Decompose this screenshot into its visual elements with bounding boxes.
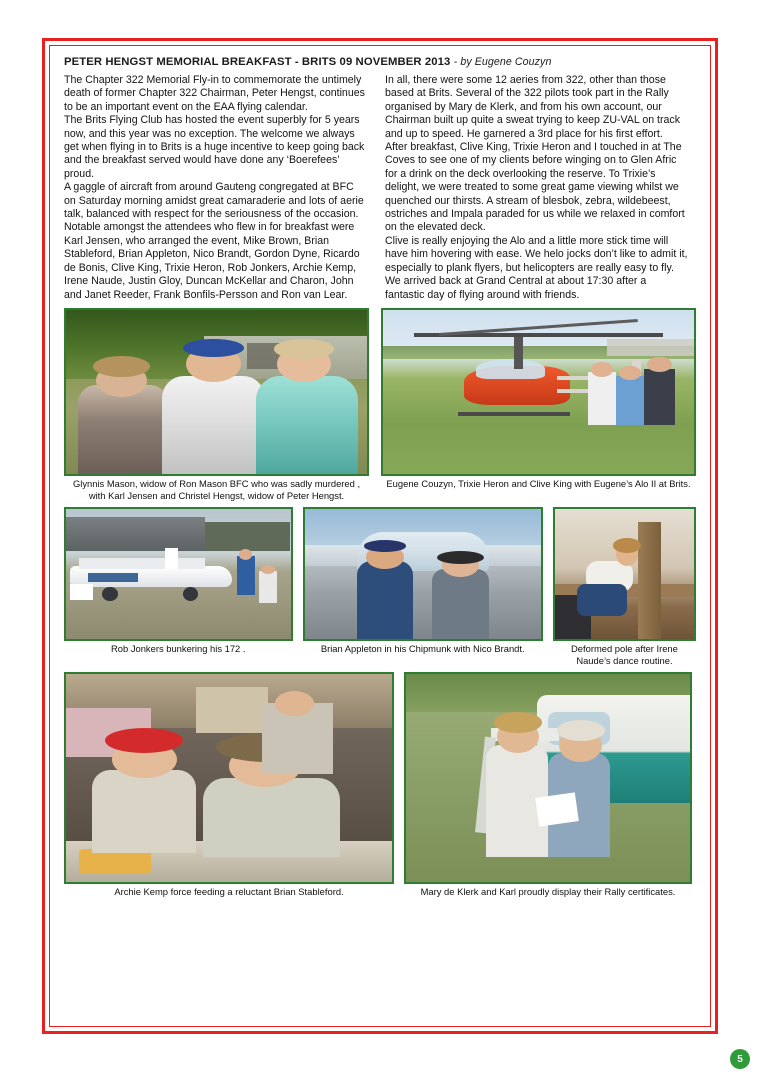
paragraph: The Chapter 322 Memorial Fly-in to commemorate the untimely death of former Chapter 322 Chairman, Peter Hengst, continues to be an important event on the EAA flying calendar. [64, 74, 365, 113]
photo-block-rob-jonkers [64, 507, 293, 666]
article-column-right [385, 74, 688, 302]
paragraph: Clive is really enjoying the Alo and a little more stick time will have him hovering with ease. We helo jocks don’t like to admit it, especially to plank flyers, but helicopters are really easy to fly. [385, 234, 688, 274]
photo-caption: Deformed pole after Irene Naude’s dance routine. [571, 643, 678, 666]
photo-caption: Archie Kemp force feeding a reluctant Brian Stableford. [114, 886, 344, 898]
photo-row-1 [64, 308, 696, 501]
photo-block-archie-kemp [64, 672, 394, 898]
headline-text: PETER HENGST MEMORIAL BREAKFAST - BRITS 09 NOVEMBER 2013 [64, 56, 451, 68]
photo-caption: Brian Appleton in his Chipmunk with Nico Brandt. [320, 643, 525, 655]
photo-rob-jonkers [64, 507, 293, 641]
article-column-left [64, 74, 367, 302]
page-title [64, 56, 698, 68]
paragraph: After breakfast, Clive King, Trixie Heron and I touched in at The Coves to see one of my clients before winging on to Glen Afric for a drink on the deck overlooking the reserve. To Trixie’s delight, we were treated to some great game viewing whilst we quenched our thirsts. A stream of blesbok, zebra, wildebeest, ostriches and Impala paraded for us while we relaxed in comfort on the elevated deck. [385, 141, 685, 234]
photo-block-deformed-pole [553, 507, 696, 666]
aircraft-registration [88, 573, 137, 582]
paragraph: Notable amongst the attendees who flew in for breakfast were Karl Jensen, who arranged the event, Mike Brown, Brian Stableford, Brian Appleton, Nico Brandt, Gordon Dyne, Ricardo de Bonis, Clive King, Trixie Heron, Rob Jonkers, Archie Kemp, Irene Naude, Justin Gloy, Duncan McKellar and Charon, John and Janet Reeder, Frank Bonfils-Persson and Ron van Lear. [64, 221, 360, 301]
photo-deformed-pole [553, 507, 696, 641]
photo-eugene-trixie-clive [381, 308, 696, 476]
photo-caption: Glynnis Mason, widow of Ron Mason BFC who was sadly murdered , with Karl Jensen and Christel Hengst, widow of Peter Hengst. [72, 477, 361, 501]
photo-block-brian-appleton [303, 507, 543, 666]
photo-glynnis-mason [64, 308, 369, 476]
photo-block-eugene-trixie-clive [381, 308, 696, 501]
paragraph: A gaggle of aircraft from around Gauteng congregated at BFC on Saturday morning amidst great camaraderie and lots of aerie talk, balanced with respect for the seriousness of the occasion. [64, 181, 364, 221]
byline: - by Eugene Couzyn [453, 56, 552, 68]
photo-row-3 [64, 672, 696, 898]
photo-archie-kemp [64, 672, 394, 884]
photo-caption: Eugene Couzyn, Trixie Heron and Clive King with Eugene’s Alo II at Brits. [386, 477, 691, 489]
photo-block-mary-de-klerk [404, 672, 692, 898]
photo-brian-appleton [303, 507, 543, 641]
paragraph: In all, there were some 12 aeries from 322, other than those based at Brits. Several of the 322 pilots took part in the Rally organised by Mary de Klerk, and from his own account, our Chairman built up quite a sweat trying to keep ZU-VAL on track and up to speed. He garnered a 3rd place for his first effort. [385, 74, 681, 140]
photo-row-2 [64, 507, 696, 666]
photo-caption: Rob Jonkers bunkering his 172 . [111, 643, 246, 655]
photo-mary-de-klerk [404, 672, 692, 884]
paragraph: We arrived back at Grand Central at about 17:30 after a fantastic day of flying around with friends. [385, 275, 647, 301]
page-number-badge: 5 [730, 1049, 750, 1069]
article-body [64, 74, 696, 302]
paragraph: The Brits Flying Club has hosted the event superbly for 5 years now, and this year was no exception. The welcome we always get when flying in to Brits is a huge incentive to keep going back and the breakfast served would have done any ‘Boerefees’ proud. [64, 114, 365, 180]
photo-caption: Mary de Klerk and Karl proudly display their Rally certificates. [420, 886, 676, 898]
photo-block-glynnis-mason [64, 308, 369, 501]
article-content [52, 48, 708, 1024]
